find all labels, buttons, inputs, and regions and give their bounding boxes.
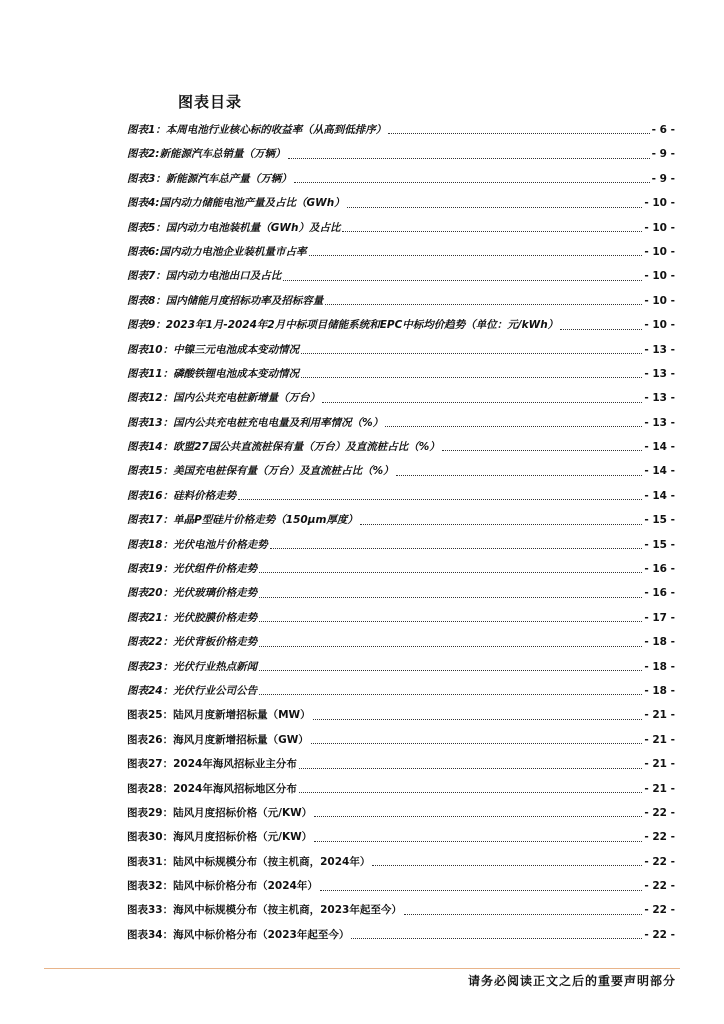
toc-entry-label: 图表10：中镍三元电池成本变动情况: [127, 343, 300, 356]
toc-entry-label: 图表27：2024年海风招标业主分布: [127, 758, 297, 771]
toc-entry-label: 图表30：海风月度招标价格（元/KW）: [127, 831, 313, 844]
toc-entry-page-number: - 9 -: [651, 172, 675, 185]
toc-entry-page-number: - 22 -: [644, 928, 675, 941]
toc-entry[interactable]: [127, 435, 675, 459]
toc-entry-page-number: - 13 -: [644, 392, 675, 405]
toc-entry-page-number: - 16 -: [644, 563, 675, 576]
toc-leader-dots: [442, 449, 643, 451]
toc-entry-label: 图表13：国内公共充电桩充电电量及利用率情况（%）: [127, 416, 384, 429]
toc-leader-dots: [288, 157, 650, 159]
toc-entry[interactable]: [127, 874, 675, 898]
toc-entry[interactable]: [127, 118, 675, 142]
toc-leader-dots: [372, 864, 642, 866]
toc-leader-dots: [351, 937, 642, 939]
toc-entry[interactable]: [127, 801, 675, 825]
footer-divider: [44, 968, 680, 969]
toc-leader-dots: [259, 620, 642, 622]
toc-entry-label: 图表25：陆风月度新增招标量（MW）: [127, 709, 311, 722]
toc-entry-label: 图表33：海风中标规模分布（按主机商，2023年起至今）: [127, 904, 402, 917]
toc-leader-dots: [360, 523, 642, 525]
toc-entry-page-number: - 18 -: [644, 636, 675, 649]
toc-leader-dots: [560, 328, 642, 330]
toc-entry-page-number: - 22 -: [644, 904, 675, 917]
toc-leader-dots: [259, 693, 642, 695]
toc-leader-dots: [309, 254, 643, 256]
toc-leader-dots: [313, 718, 643, 720]
toc-entry-label: 图表1：本周电池行业核心标的收益率（从高到低排序）: [127, 123, 387, 136]
toc-leader-dots: [325, 303, 642, 305]
toc-entry-label: 图表18：光伏电池片价格走势: [127, 538, 268, 551]
toc-entry-page-number: - 14 -: [644, 441, 675, 454]
toc-leader-dots: [314, 840, 642, 842]
toc-entry-label: 图表28：2024年海风招标地区分布: [127, 782, 297, 795]
toc-entry-label: 图表3：新能源汽车总产量（万辆）: [127, 172, 292, 185]
toc-leader-dots: [294, 181, 650, 183]
toc-list: [127, 118, 675, 947]
toc-leader-dots: [404, 913, 643, 915]
toc-entry-label: 图表23：光伏行业热点新闻: [127, 660, 258, 673]
toc-entry-page-number: - 10 -: [644, 197, 675, 210]
toc-entry[interactable]: [127, 264, 675, 288]
toc-entry-label: 图表5：国内动力电池装机量（GWh）及占比: [127, 221, 341, 234]
toc-entry[interactable]: [127, 313, 675, 337]
toc-entry-page-number: - 10 -: [644, 270, 675, 283]
toc-entry-page-number: - 17 -: [644, 611, 675, 624]
toc-entry[interactable]: [127, 459, 675, 483]
toc-entry-page-number: - 13 -: [644, 367, 675, 380]
toc-entry-page-number: - 10 -: [644, 221, 675, 234]
toc-title: 图表目录: [178, 93, 243, 111]
toc-entry-page-number: - 18 -: [644, 660, 675, 673]
toc-entry-label: 图表34：海风中标价格分布（2023年起至今）: [127, 928, 350, 941]
toc-entry[interactable]: [127, 825, 675, 849]
toc-entry-label: 图表19：光伏组件价格走势: [127, 563, 258, 576]
toc-leader-dots: [396, 474, 643, 476]
toc-entry-label: 图表6:国内动力电池企业装机量市占率: [127, 245, 307, 258]
toc-entry[interactable]: [127, 216, 675, 240]
toc-entry-page-number: - 21 -: [644, 709, 675, 722]
toc-entry-page-number: - 18 -: [644, 684, 675, 697]
toc-leader-dots: [385, 425, 642, 427]
toc-leader-dots: [259, 571, 642, 573]
toc-entry-label: 图表24：光伏行业公司公告: [127, 684, 258, 697]
toc-leader-dots: [314, 815, 642, 817]
toc-entry-label: 图表22：光伏背板价格走势: [127, 636, 258, 649]
toc-leader-dots: [299, 767, 643, 769]
toc-entry[interactable]: [127, 899, 675, 923]
toc-entry[interactable]: [127, 923, 675, 947]
toc-entry-label: 图表29：陆风月度招标价格（元/KW）: [127, 806, 313, 819]
toc-entry-page-number: - 22 -: [644, 855, 675, 868]
toc-entry-label: 图表7：国内动力电池出口及占比: [127, 270, 282, 283]
toc-leader-dots: [283, 279, 642, 281]
toc-entry-label: 图表2:新能源汽车总销量（万辆）: [127, 148, 286, 161]
toc-entry[interactable]: [127, 240, 675, 264]
toc-entry[interactable]: [127, 533, 675, 557]
toc-leader-dots: [299, 791, 643, 793]
toc-entry-page-number: - 14 -: [644, 489, 675, 502]
footer-disclaimer: 请务必阅读正文之后的重要声明部分: [467, 974, 676, 988]
toc-entry-label: 图表11：磷酸铁锂电池成本变动情况: [127, 367, 300, 380]
toc-entry-page-number: - 13 -: [644, 416, 675, 429]
toc-entry[interactable]: [127, 386, 675, 410]
toc-entry-label: 图表26：海风月度新增招标量（GW）: [127, 733, 309, 746]
toc-entry-label: 图表32：陆风中标价格分布（2024年）: [127, 880, 318, 893]
toc-entry-page-number: - 16 -: [644, 587, 675, 600]
toc-leader-dots: [301, 376, 642, 378]
toc-entry-label: 图表17：单晶P型硅片价格走势（150μm厚度）: [127, 514, 358, 527]
toc-entry-page-number: - 13 -: [644, 343, 675, 356]
toc-entry-page-number: - 21 -: [644, 758, 675, 771]
toc-entry[interactable]: [127, 752, 675, 776]
toc-entry[interactable]: [127, 557, 675, 581]
toc-entry[interactable]: [127, 338, 675, 362]
toc-entry-page-number: - 22 -: [644, 880, 675, 893]
toc-entry[interactable]: [127, 850, 675, 874]
toc-leader-dots: [270, 547, 643, 549]
toc-entry[interactable]: [127, 679, 675, 703]
toc-entry[interactable]: [127, 508, 675, 532]
toc-entry-label: 图表21：光伏胶膜价格走势: [127, 611, 258, 624]
toc-leader-dots: [259, 645, 642, 647]
toc-entry-page-number: - 10 -: [644, 245, 675, 258]
toc-entry[interactable]: [127, 581, 675, 605]
toc-entry-label: 图表4:国内动力储能电池产量及占比（GWh）: [127, 197, 345, 210]
toc-entry[interactable]: [127, 728, 675, 752]
toc-entry-label: 图表16：硅料价格走势: [127, 489, 237, 502]
toc-leader-dots: [322, 401, 642, 403]
toc-entry-page-number: - 6 -: [651, 123, 675, 136]
toc-entry-page-number: - 14 -: [644, 465, 675, 478]
toc-entry-label: 图表8：国内储能月度招标功率及招标容量: [127, 294, 324, 307]
toc-entry-page-number: - 21 -: [644, 733, 675, 746]
toc-entry-label: 图表9：2023年1月-2024年2月中标项目储能系统和EPC中标均价趋势（单位：元/kWh）: [127, 319, 559, 332]
toc-leader-dots: [238, 498, 642, 500]
toc-entry-label: 图表12：国内公共充电桩新增量（万台）: [127, 392, 321, 405]
toc-entry[interactable]: [127, 606, 675, 630]
toc-entry-page-number: - 21 -: [644, 782, 675, 795]
toc-entry-page-number: - 9 -: [651, 148, 675, 161]
toc-leader-dots: [259, 669, 642, 671]
toc-leader-dots: [301, 352, 642, 354]
toc-entry-page-number: - 10 -: [644, 319, 675, 332]
toc-entry[interactable]: [127, 703, 675, 727]
toc-entry-label: 图表20：光伏玻璃价格走势: [127, 587, 258, 600]
toc-entry[interactable]: [127, 484, 675, 508]
toc-entry-page-number: - 22 -: [644, 806, 675, 819]
toc-leader-dots: [259, 596, 642, 598]
toc-entry[interactable]: [127, 142, 675, 166]
toc-entry[interactable]: [127, 655, 675, 679]
toc-entry[interactable]: [127, 289, 675, 313]
toc-entry[interactable]: [127, 777, 675, 801]
toc-entry-label: 图表31：陆风中标规模分布（按主机商，2024年）: [127, 855, 371, 868]
toc-leader-dots: [342, 230, 642, 232]
toc-entry-page-number: - 10 -: [644, 294, 675, 307]
toc-entry-label: 图表14：欧盟27国公共直流桩保有量（万台）及直流桩占比（%）: [127, 441, 440, 454]
toc-entry-label: 图表15：美国充电桩保有量（万台）及直流桩占比（%）: [127, 465, 394, 478]
toc-entry-page-number: - 15 -: [644, 538, 675, 551]
toc-entry[interactable]: [127, 362, 675, 386]
toc-entry[interactable]: [127, 630, 675, 654]
toc-leader-dots: [311, 742, 643, 744]
toc-entry[interactable]: [127, 191, 675, 215]
toc-leader-dots: [347, 206, 643, 208]
toc-entry[interactable]: [127, 167, 675, 191]
toc-leader-dots: [388, 132, 649, 134]
toc-leader-dots: [320, 889, 643, 891]
toc-entry-page-number: - 22 -: [644, 831, 675, 844]
toc-entry[interactable]: [127, 411, 675, 435]
toc-entry-page-number: - 15 -: [644, 514, 675, 527]
